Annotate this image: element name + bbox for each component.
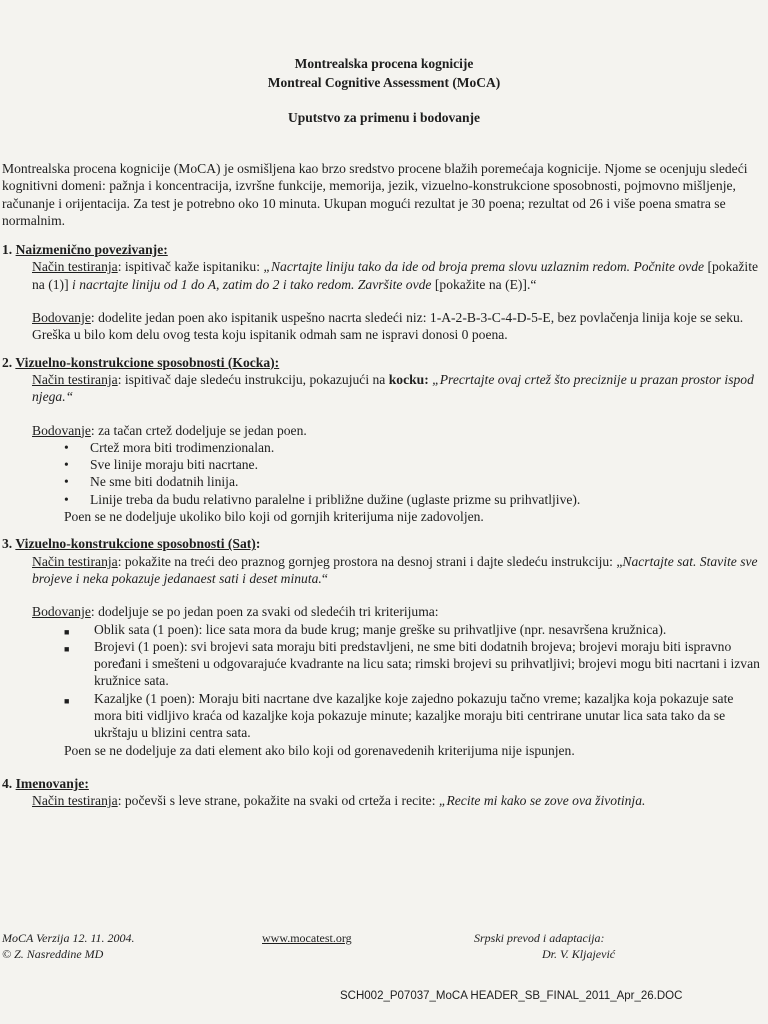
section-1-number: 1.	[2, 242, 13, 258]
testing-method-label: Način testiranja	[32, 553, 118, 569]
translator-name: Dr. V. Kljajević	[542, 947, 616, 961]
section-4-number: 4.	[2, 775, 13, 791]
section-2-instruction: „Precrtajte ovaj crtež što preciznije u prazan prostor ispod njega.“	[32, 371, 754, 405]
bullet-icon: •	[64, 439, 69, 455]
scoring-label: Bodovanje	[32, 422, 91, 438]
title-block	[0, 54, 768, 92]
criterion-text: Crtež mora biti trodimenzionalan.	[90, 439, 275, 455]
square-bullet-icon: ■	[64, 643, 70, 654]
criterion-text: Ne sme biti dodatnih linija.	[90, 474, 239, 490]
section-4-method-text: : počevši s leve strane, pokažite na svaki od crteža i recite:	[117, 793, 439, 809]
section-4-instruction: „Recite mi kako se zove ova životinja.	[438, 793, 646, 809]
footer-right	[474, 930, 615, 962]
section-1-heading	[2, 241, 762, 258]
section-3-number: 3.	[2, 536, 13, 552]
square-bullet-icon: ■	[64, 626, 70, 637]
list-item	[2, 638, 762, 690]
section-3-quote-close: “	[321, 570, 328, 586]
list-item	[2, 456, 762, 473]
version-text: MoCA Verzija 12. 11. 2004.	[2, 931, 135, 945]
section-2-title: Vizuelno-konstrukcione sposobnosti (Kocka):	[15, 354, 280, 370]
section-1-method-point1: [pokažite na (1)]	[32, 259, 759, 292]
section-3-title-colon: :	[255, 536, 261, 552]
section-2-number: 2.	[2, 354, 13, 370]
section-1-method	[2, 258, 762, 293]
section-4-title: Imenovanje:	[15, 775, 89, 791]
intro-paragraph: Montrealska procena kognicije (MoCA) je osmišljena kao brzo sredstvo procene blažih poremećaja kognicije. Njome se ocenjuju sledeći kognitivni domeni: pažnja i koncentracija, izvršne funkcije, memorija, jezik, vizuelno-konstrukcione sposobnosti, pojmovno mišljenje, računanje i orijentacija. Za test je potrebno oko 10 minuta. Ukupan mogući rezultat je 30 poena; rezultat od 26 i više poena smatra se normalnim.	[2, 161, 748, 228]
criterion-text: Brojevi (1 poen): svi brojevi sata moraju biti predstavljeni, ne sme biti dodatnih brojeva; brojevi moraju biti ispravno poređani i smešteni u odgovarajuće kvadrante na licu sata; rimski brojevi su prihvatljivi; brojevi mogu biti nacrtani i izvan kružnice sata.	[94, 638, 760, 689]
section-3-criteria-list	[2, 621, 762, 742]
section-3-scoring-text: : dodeljuje se po jedan poen za svaki od sledećih tri kriterijuma:	[90, 604, 439, 620]
section-2-cube-word: kocku:	[388, 371, 429, 387]
section-1-method-text: : ispitivač kaže ispitaniku:	[117, 259, 264, 275]
list-item	[2, 439, 762, 456]
section-2-footnote: Poen se ne dodeljuje ukoliko bilo koji od gornjih kriterijuma nije zadovoljen.	[64, 509, 484, 525]
criterion-text: Kazaljke (1 poen): Moraju biti nacrtane dve kazaljke koje zajedno pokazuju tačno vreme; kazaljka koja pokazuje sate mora biti vidljivo kraća od kazaljke koja pokazuje minute; kazaljke moraju biti centrirane unutar lica sata tako da se ukrštaju u blizini centra sata.	[94, 690, 734, 741]
testing-method-label: Način testiranja	[32, 793, 118, 809]
list-item	[2, 621, 762, 638]
title-english: Montreal Cognitive Assessment (MoCA)	[267, 75, 501, 90]
section-3-scoring	[2, 603, 762, 620]
criterion-text: Sve linije moraju biti nacrtane.	[90, 457, 258, 473]
list-item	[2, 491, 762, 508]
section-2-scoring	[2, 422, 762, 439]
testing-method-label: Način testiranja	[32, 371, 118, 387]
translation-label: Srpski prevod i adaptacija:	[474, 931, 605, 945]
bullet-icon: •	[64, 457, 69, 473]
title-serbian: Montrealska procena kognicije	[294, 56, 474, 71]
document-filename: SCH002_P07037_MoCA HEADER_SB_FINAL_2011_Apr_26.DOC	[340, 990, 683, 1002]
section-3-method	[2, 553, 762, 588]
scoring-label: Bodovanje	[32, 604, 91, 620]
section-2-criteria-list	[2, 439, 762, 508]
section-2-method	[2, 371, 762, 406]
section-1-scoring-text: : dodelite jedan poen ako ispitanik uspešno nacrta sledeći niz: 1-A-2-B-3-C-4-D-5-E, bez povlačenja linija koje se seku. Greška u bilo kom delu ovog testa koju ispitanik odmah sam ne ispravi donosi 0 poena.	[32, 310, 744, 343]
section-4-heading	[2, 775, 762, 792]
section-2-heading	[2, 354, 762, 371]
footer-left	[2, 930, 135, 962]
section-2-scoring-text: : za tačan crtež dodeljuje se jedan poen.	[90, 422, 307, 438]
copyright-text: © Z. Nasreddine MD	[2, 947, 104, 961]
website-link[interactable]: www.mocatest.org	[262, 931, 352, 945]
body-text	[2, 160, 762, 810]
subtitle: Uputstvo za primenu i bodovanje	[287, 110, 481, 125]
scoring-label: Bodovanje	[32, 310, 91, 326]
section-3-method-text: : pokažite na treći deo praznog gornjeg prostora na desnoj strani i dajte sledeću instrukciju: „	[117, 553, 623, 569]
section-3-footnote: Poen se ne dodeljuje za dati element ako bilo koji od gorenavedenih kriterijuma nije ispunjen.	[64, 742, 575, 758]
testing-method-label: Način testiranja	[32, 259, 118, 275]
section-1-title: Naizmenično povezivanje:	[15, 242, 168, 258]
square-bullet-icon: ■	[64, 695, 70, 706]
section-2-method-text: : ispitivač daje sledeću instrukciju, pokazujući na	[117, 371, 389, 387]
section-4-method	[2, 792, 762, 809]
section-1-instruction-part1: „Nacrtajte liniju tako da ide od broja prema slovu uzlaznim redom. Počnite ovde	[263, 259, 705, 275]
bullet-icon: •	[64, 491, 69, 507]
section-1-method-point2: [pokažite na (E)].“	[431, 276, 537, 292]
list-item	[2, 690, 762, 742]
section-1-scoring	[2, 309, 762, 344]
section-3-instruction: Nacrtajte sat. Stavite sve brojeve i neka pokazuje jedanaest sati i deset minuta.	[32, 553, 758, 586]
section-3-heading	[2, 535, 762, 552]
list-item	[2, 473, 762, 490]
bullet-icon: •	[64, 474, 69, 490]
section-1-instruction-part2: i nacrtajte liniju od 1 do A, zatim do 2 i tako redom. Završite ovde	[72, 276, 432, 292]
section-3-title: Vizuelno-konstrukcione sposobnosti (Sat)	[15, 536, 256, 552]
criterion-text: Oblik sata (1 poen): lice sata mora da bude krug; manje greške su prihvatljive (npr. nesavršena kružnica).	[94, 621, 667, 637]
criterion-text: Linije treba da budu relativno paralelne i približne dužine (uglaste prizme su prihvatljive).	[90, 491, 581, 507]
